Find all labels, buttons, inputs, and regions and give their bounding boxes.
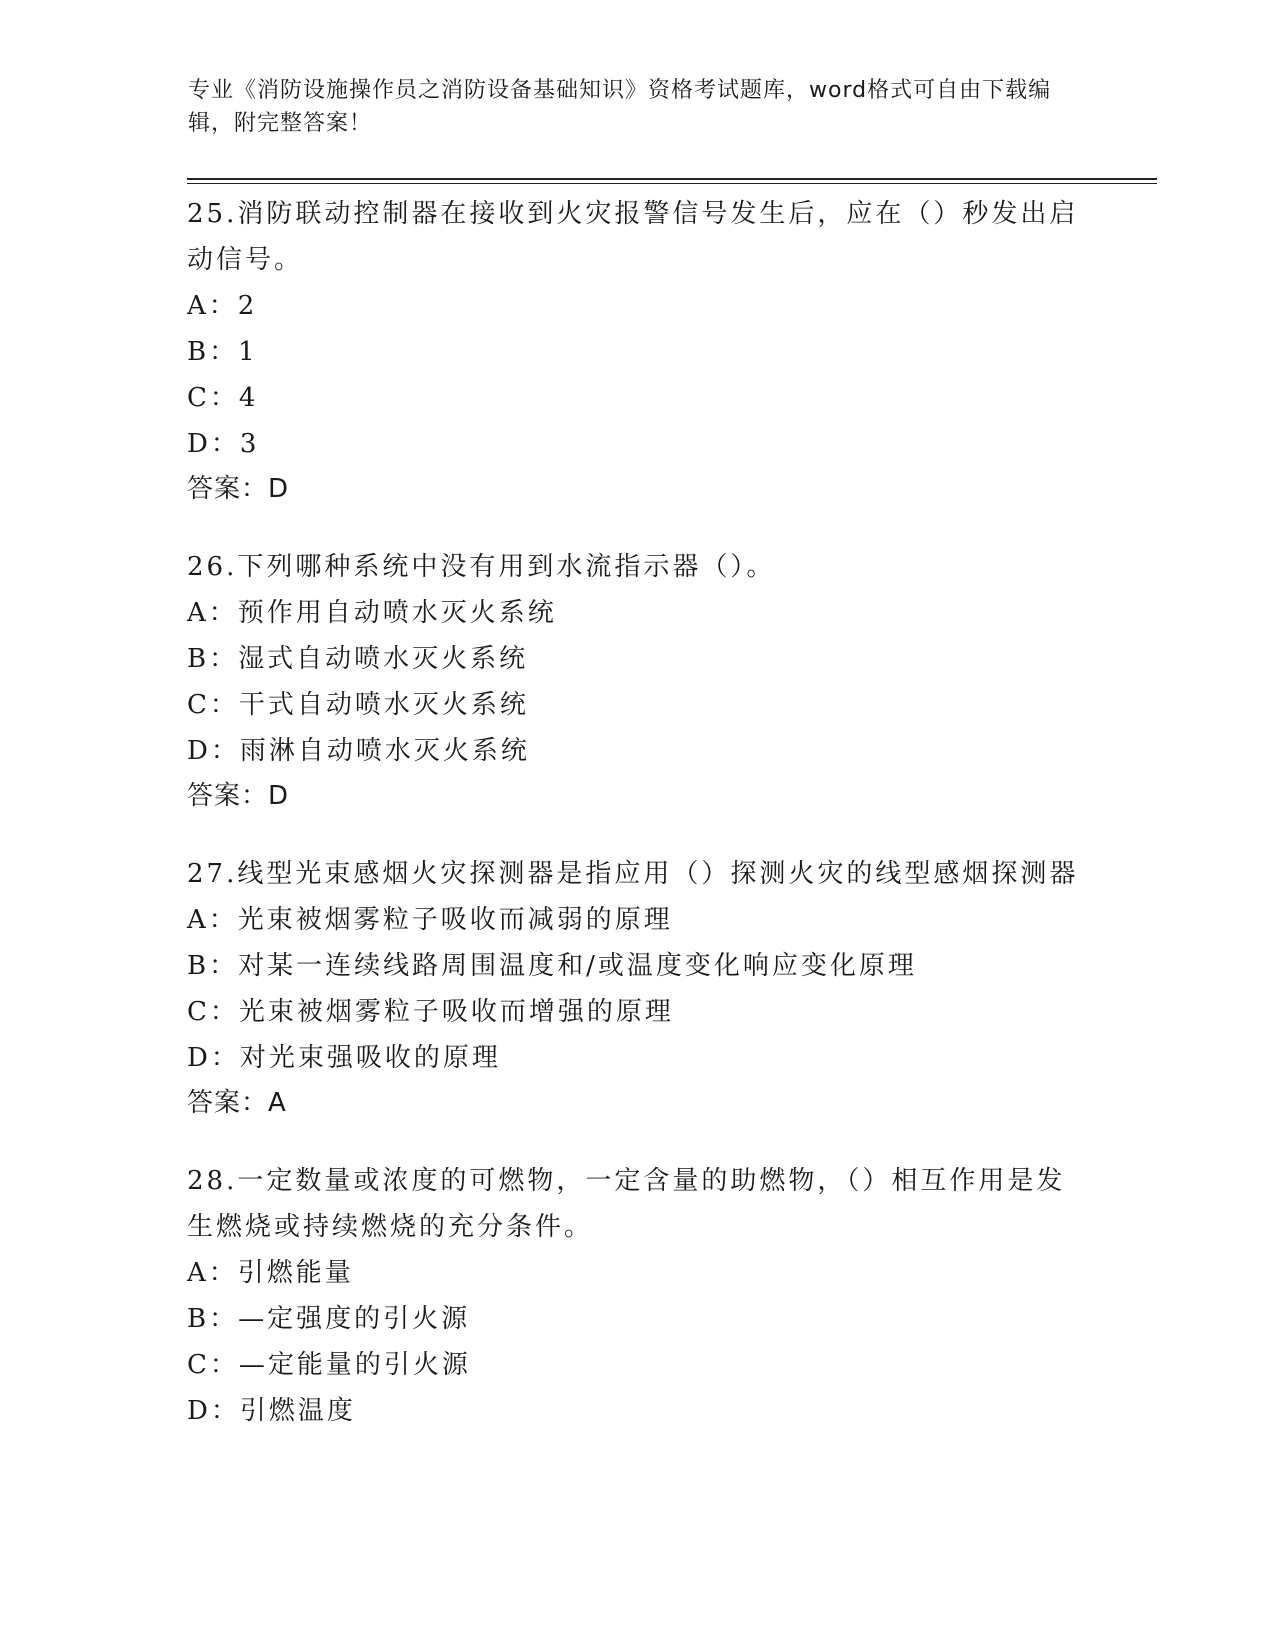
answer-value: D xyxy=(268,781,290,811)
question-27 xyxy=(187,851,1087,1126)
question-stem: 25.消防联动控制器在接收到火灾报警信号发生后，应在（）秒发出启动信号。 xyxy=(187,199,1079,275)
answer-label: 答案： xyxy=(187,1088,269,1118)
document-header: 专业《消防设施操作员之消防设备基础知识》资格考试题库，word格式可自由下载编辑，附完整答案！ xyxy=(188,78,1052,136)
question-26 xyxy=(187,544,1087,819)
option-d: D：雨淋自动喷水灭火系统 xyxy=(187,736,530,766)
option-a: A：光束被烟雾粒子吸收而减弱的原理 xyxy=(187,905,673,935)
answer-line xyxy=(187,467,1087,512)
option-a: A：引燃能量 xyxy=(187,1258,354,1288)
question-28 xyxy=(187,1158,1087,1434)
option-c: C：光束被烟雾粒子吸收而增强的原理 xyxy=(187,997,674,1027)
option-b: B：—定强度的引火源 xyxy=(187,1304,471,1334)
header-divider-thick xyxy=(187,178,1157,180)
answer-value: A xyxy=(268,1088,287,1118)
option-d: D：对光束强吸收的原理 xyxy=(187,1043,501,1073)
answer-label: 答案： xyxy=(187,474,269,504)
answer-label: 答案： xyxy=(187,781,269,811)
question-list xyxy=(187,191,1087,1466)
option-a: A：2 xyxy=(187,291,258,321)
option-c: C：4 xyxy=(187,383,259,413)
question-stem: 26.下列哪种系统中没有用到水流指示器（）。 xyxy=(187,552,776,582)
option-c: C：干式自动喷水灭火系统 xyxy=(187,690,529,720)
option-c: C：—定能量的引火源 xyxy=(187,1350,471,1380)
option-b: B：对某一连续线路周围温度和/或温度变化响应变化原理 xyxy=(187,951,917,981)
option-d: D：3 xyxy=(187,429,260,459)
answer-line xyxy=(187,1081,1087,1126)
option-b: B：湿式自动喷水灭火系统 xyxy=(187,644,529,674)
question-25 xyxy=(187,191,1087,512)
option-b: B：1 xyxy=(187,337,258,367)
option-d: D：引燃温度 xyxy=(187,1396,356,1426)
option-a: A：预作用自动喷水灭火系统 xyxy=(187,598,557,628)
answer-line xyxy=(187,774,1087,819)
question-stem: 27.线型光束感烟火灾探测器是指应用（）探测火灾的线型感烟探测器 xyxy=(187,859,1079,889)
question-stem: 28.一定数量或浓度的可燃物，一定含量的助燃物，（）相互作用是发生燃烧或持续燃烧的充分条件。 xyxy=(187,1166,1066,1242)
header-divider-thin xyxy=(187,183,1157,184)
answer-value: D xyxy=(268,474,290,504)
